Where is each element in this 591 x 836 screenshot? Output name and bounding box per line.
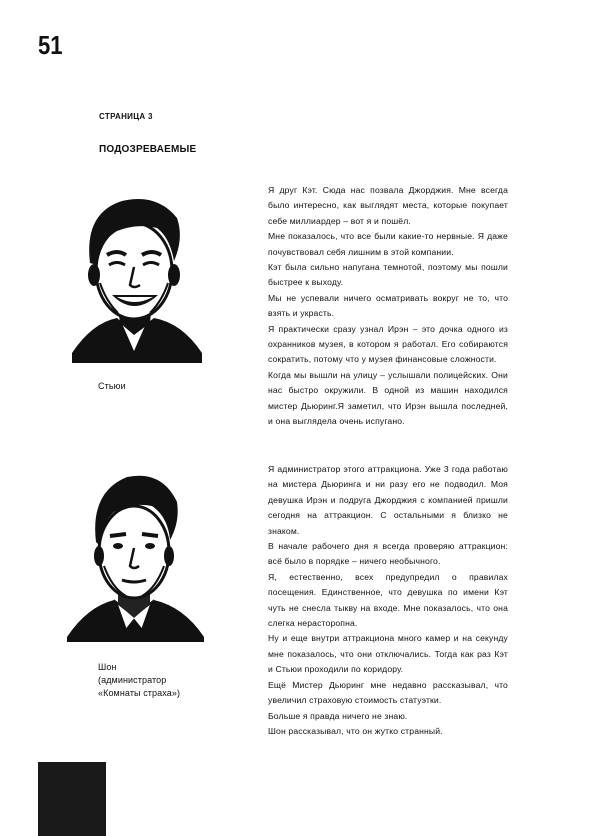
- testimony-paragraph: Шон рассказывал, что он жутко странный.: [268, 725, 443, 736]
- smiling-man-portrait-icon: [62, 183, 207, 363]
- testimony-paragraph: Кэт была сильно напугана темнотой, поэтому мы пошли быстрее к выходу.: [268, 262, 508, 288]
- suspect-name-line: Стьюи: [98, 381, 126, 391]
- suspect-name-stewie: [98, 380, 126, 393]
- testimony-paragraph: Я друг Кэт. Сюда нас позвала Джорджия. Мне всегда было интересно, как выглядят места, которые покупает себе миллиардер – вот я и пошёл.: [268, 185, 508, 226]
- testimony-paragraph: Я, естественно, всех предупредил о правилах посещения. Единственное, что девушка по имени Кэт чуть не снесла тыкву на входе. Мне показалось, что она слегка нерасторопна.: [268, 571, 508, 629]
- serious-man-portrait-icon: [62, 462, 207, 642]
- testimony-sean: [268, 462, 508, 739]
- testimony-paragraph: В начале рабочего дня я всегда проверяю аттракцион: всё было в порядке – ничего необычного.: [268, 541, 508, 567]
- testimony-stewie: [268, 183, 508, 430]
- testimony-paragraph: Ещё Мистер Дьюринг мне недавно рассказывал, что увеличил страховую стоимость статуэтки.: [268, 679, 508, 706]
- page-number: 51: [38, 30, 63, 60]
- testimony-paragraph: Мне показалось, что все были какие-то нервные. Я даже почувствовал себя лишним в этой компании.: [268, 231, 508, 257]
- section-label: СТРАНИЦА 3: [99, 112, 153, 121]
- suspect-name-line: «Комнаты страха»): [98, 688, 181, 698]
- testimony-paragraph: Когда мы вышли на улицу – услышали полицейских. Они нас быстро окружили. В одной из машин находился мистер Дьюринг.Я заметил, что Ирэн вышла последней, и она выглядела очень испугано.: [268, 369, 508, 427]
- page-title: ПОДОЗРЕВАЕМЫЕ: [99, 144, 197, 155]
- testimony-paragraph: Ну и еще внутри аттракциона много камер и на секунду мне показалось, что они отключались. Тогда как раз Кэт и Стьюи проходили по коридору.: [268, 633, 508, 675]
- suspect-name-sean: [98, 661, 180, 700]
- suspect-name-line: Шон: [98, 662, 117, 672]
- testimony-paragraph: Я администратор этого аттракциона. Уже 3 года работаю на мистера Дьюринга и ни разу его не подводил. Моя девушка Ирэн и подруга Джорджия с компанией пришли сегодня на аттракцион. С остальными я близко не знаком.: [268, 464, 508, 536]
- suspect-name-line: (администратор: [98, 675, 167, 685]
- decorative-corner-block: [38, 762, 106, 836]
- testimony-paragraph: Мы не успевали ничего осматривать вокруг не то, что взять и украсть.: [268, 292, 508, 319]
- testimony-paragraph: Больше я правда ничего не знаю.: [268, 710, 408, 721]
- testimony-paragraph: Я практически сразу узнал Ирэн – это дочка одного из охранников музея, в котором я работал. Его собираются сократить, потому что у музея финансовые сложности.: [268, 323, 508, 365]
